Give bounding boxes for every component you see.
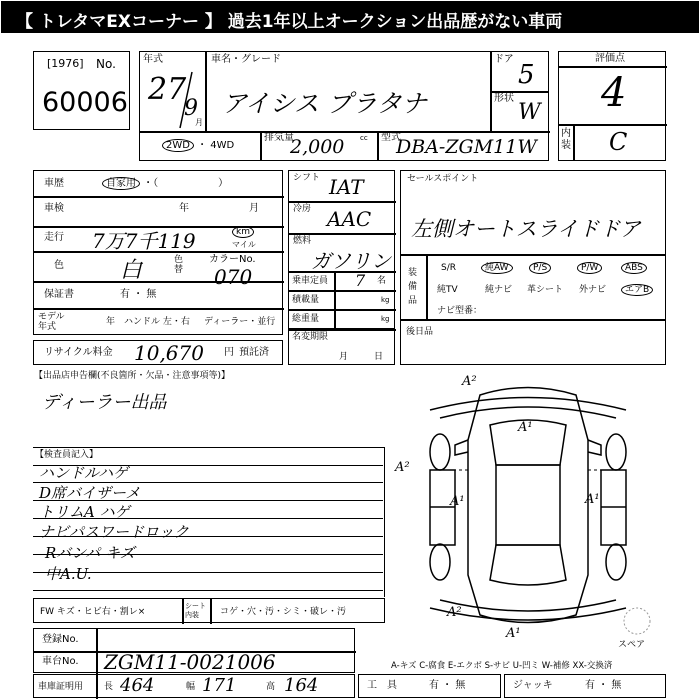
model-label: 型式	[381, 132, 401, 143]
damage-mark-7: A²	[447, 605, 462, 620]
recycle-value: 10,670	[134, 341, 204, 365]
stock-no-box	[33, 51, 130, 130]
capacity-value: 7	[355, 271, 366, 290]
reki-label: 車歴	[44, 178, 64, 189]
displacement-value: 2,000	[290, 136, 345, 158]
sales-box	[400, 170, 666, 255]
equip-sr: S/R	[441, 263, 456, 273]
capacity-unit: 名	[377, 276, 387, 286]
equip-pw: P/W	[577, 263, 602, 273]
reg-label: 登録No.	[42, 634, 79, 645]
model-year-label: モデル年式	[38, 312, 65, 332]
mileage-value: 7万7千119	[92, 229, 196, 253]
year-value: 27	[148, 72, 187, 107]
warranty-label: 保証書	[44, 289, 74, 300]
width-value: 171	[202, 675, 237, 696]
chassis-label: 車台No.	[42, 656, 79, 667]
inspector-line-2: D席バイザーメ	[39, 484, 141, 502]
inspector-label: 【検査員記入】	[35, 450, 99, 460]
fuel-value: ガソリン	[311, 249, 391, 273]
color-value: 白	[120, 258, 143, 283]
inspector-line-1: ハンドルハゲ	[39, 464, 128, 482]
equip-ext-navi: 外ナビ	[579, 285, 607, 295]
gross-unit: kg	[381, 315, 390, 323]
shaken-year: 年	[179, 203, 189, 214]
spare-label: スペア	[618, 640, 646, 650]
jack-value: 有 ・ 無	[585, 680, 622, 691]
gross-label: 総重量	[292, 314, 320, 324]
ac-label: 冷房	[293, 204, 312, 214]
drive-options: 2WD ・ 4WD	[162, 141, 234, 151]
model-year-unit: 年	[106, 317, 116, 327]
dealer-label: ディーラー・並行	[204, 317, 276, 327]
sales-text: 左側オートスライドドア	[411, 217, 641, 241]
fw-interior-box	[33, 598, 385, 623]
name-change-box	[288, 328, 410, 365]
year-label: 年式	[143, 54, 163, 65]
damage-mark-8	[600, 465, 601, 466]
interior-items: コゲ・穴・汚・シミ・破レ・汚	[220, 607, 347, 617]
damage-mark-6: A²	[395, 460, 410, 475]
stock-bracket: [1976]	[47, 57, 84, 70]
shaken-month: 月	[249, 203, 259, 214]
chassis-value: ZGM11-0021006	[104, 650, 276, 674]
month-suffix: 月	[195, 118, 203, 127]
inspector-box	[33, 447, 385, 597]
history-table	[33, 170, 283, 335]
displacement-label: 排気量	[264, 132, 294, 143]
reki-value: 自家用 ・（ ）	[102, 179, 228, 189]
load-label: 積載量	[292, 295, 320, 305]
length-value: 464	[120, 675, 155, 696]
inspector-line-3: トリムA ハゲ	[39, 503, 130, 521]
score-box	[558, 51, 666, 161]
color-no-value: 070	[214, 265, 253, 289]
interior-label: 内装	[561, 128, 571, 151]
handle-label: ハンドル 左・右	[124, 317, 190, 327]
color-note: 色替	[174, 255, 184, 275]
warranty-value: 有 ・ 無	[120, 289, 157, 300]
height-value: 164	[284, 675, 319, 696]
recycle-unit: 円	[224, 347, 234, 358]
damage-mark-2: A¹	[518, 420, 533, 435]
unit-km: km	[232, 227, 254, 237]
length-label: 長	[104, 682, 114, 692]
change-unit: 月日	[339, 352, 410, 362]
seller-notes-text: ディーラー出品	[42, 392, 167, 413]
equip-leather: 革シート	[527, 285, 564, 295]
tools-box	[358, 674, 501, 698]
equipment-label: 装備品	[408, 268, 418, 306]
seller-notes-label: 【出品店申告欄(不良箇所・欠品・注意事項等)】	[34, 371, 231, 381]
vehicle-name: アイシス プラタナ	[222, 89, 427, 118]
cert-box	[33, 674, 355, 698]
change-label: 名変期限	[292, 332, 329, 342]
shaken-label: 車検	[44, 203, 64, 214]
capacity-label: 乗車定員	[292, 276, 329, 286]
color-no-label: カラーNo.	[209, 254, 256, 265]
year-slash	[170, 70, 230, 130]
score-label: 評価点	[595, 53, 625, 64]
recycle-box	[33, 340, 283, 365]
equip-navi: 純ナビ	[485, 285, 513, 295]
load-unit: kg	[381, 296, 390, 304]
color-label: 色	[54, 260, 64, 271]
car-diagram	[400, 380, 650, 630]
inspector-line-6: 中A.U.	[45, 565, 92, 583]
later-items-box	[400, 320, 666, 365]
shape-label: 形状	[494, 93, 514, 104]
damage-mark-4: A¹	[585, 492, 600, 507]
doors-value: 5	[518, 60, 535, 90]
inspector-line-4: ナビパスワードロック	[39, 523, 189, 541]
tools-value: 有 ・ 無	[429, 680, 466, 691]
ac-value: AAC	[327, 207, 372, 231]
month-value: 9	[184, 96, 198, 121]
equip-abs: ABS	[621, 263, 647, 273]
height-label: 高	[266, 682, 276, 692]
equip-ps: P/S	[529, 263, 551, 273]
interior-value: C	[609, 128, 628, 156]
interior-row-label: シート内装	[185, 602, 206, 619]
jack-box	[504, 674, 666, 698]
spare-tire-icon	[622, 606, 652, 636]
damage-mark-3: A¹	[450, 494, 465, 509]
unit-mile: マイル	[232, 240, 256, 249]
navi-model: ナビ型番：	[437, 306, 483, 316]
fuel-label: 燃料	[293, 236, 312, 246]
damage-legend: A-キズ C-腐食 E-エクボ S-サビ U-凹ミ W-補修 XX-交換済	[391, 661, 613, 671]
registration-box	[33, 628, 355, 673]
width-label: 幅	[186, 682, 196, 692]
damage-mark-5: A¹	[506, 626, 521, 641]
recycle-note: 預託済	[239, 347, 269, 358]
cert-label: 車庫証明用	[38, 682, 84, 692]
fw-text: FW キズ・ヒビ右・割レ×	[40, 607, 146, 617]
model-value: DBA-ZGM11W	[396, 136, 537, 158]
tools-label: 工 具	[367, 680, 397, 691]
damage-mark-1: A²	[462, 374, 477, 389]
sales-label: セールスポイント	[407, 174, 479, 184]
equipment-box	[400, 255, 666, 320]
door-label: ドア	[494, 54, 514, 65]
shift-label: シフト	[293, 173, 321, 183]
name-label: 車名・グレード	[211, 54, 281, 65]
jack-label: ジャッキ	[513, 680, 553, 691]
stock-no-label: No.	[96, 57, 116, 71]
score-value: 4	[601, 70, 627, 116]
stock-no: 60006	[42, 87, 128, 118]
shape-value: W	[518, 100, 541, 125]
recycle-label: リサイクル料金	[44, 347, 113, 358]
mileage-label: 走行	[44, 232, 64, 243]
header-banner	[1, 1, 699, 33]
header-title: 【 トレタマEXコーナー 】 過去1年以上オークション出品歴がない車両	[16, 12, 563, 32]
equip-airbag: エアB	[621, 285, 653, 295]
inspector-line-5: Rバンパ キズ	[45, 544, 135, 562]
equip-tv: 純TV	[437, 285, 458, 295]
equip-aw: 純AW	[481, 263, 513, 273]
vehicle-info-box	[139, 51, 549, 161]
cc-unit: cc	[360, 134, 368, 142]
shift-value: IAT	[329, 175, 364, 199]
later-label: 後日品	[406, 327, 434, 337]
